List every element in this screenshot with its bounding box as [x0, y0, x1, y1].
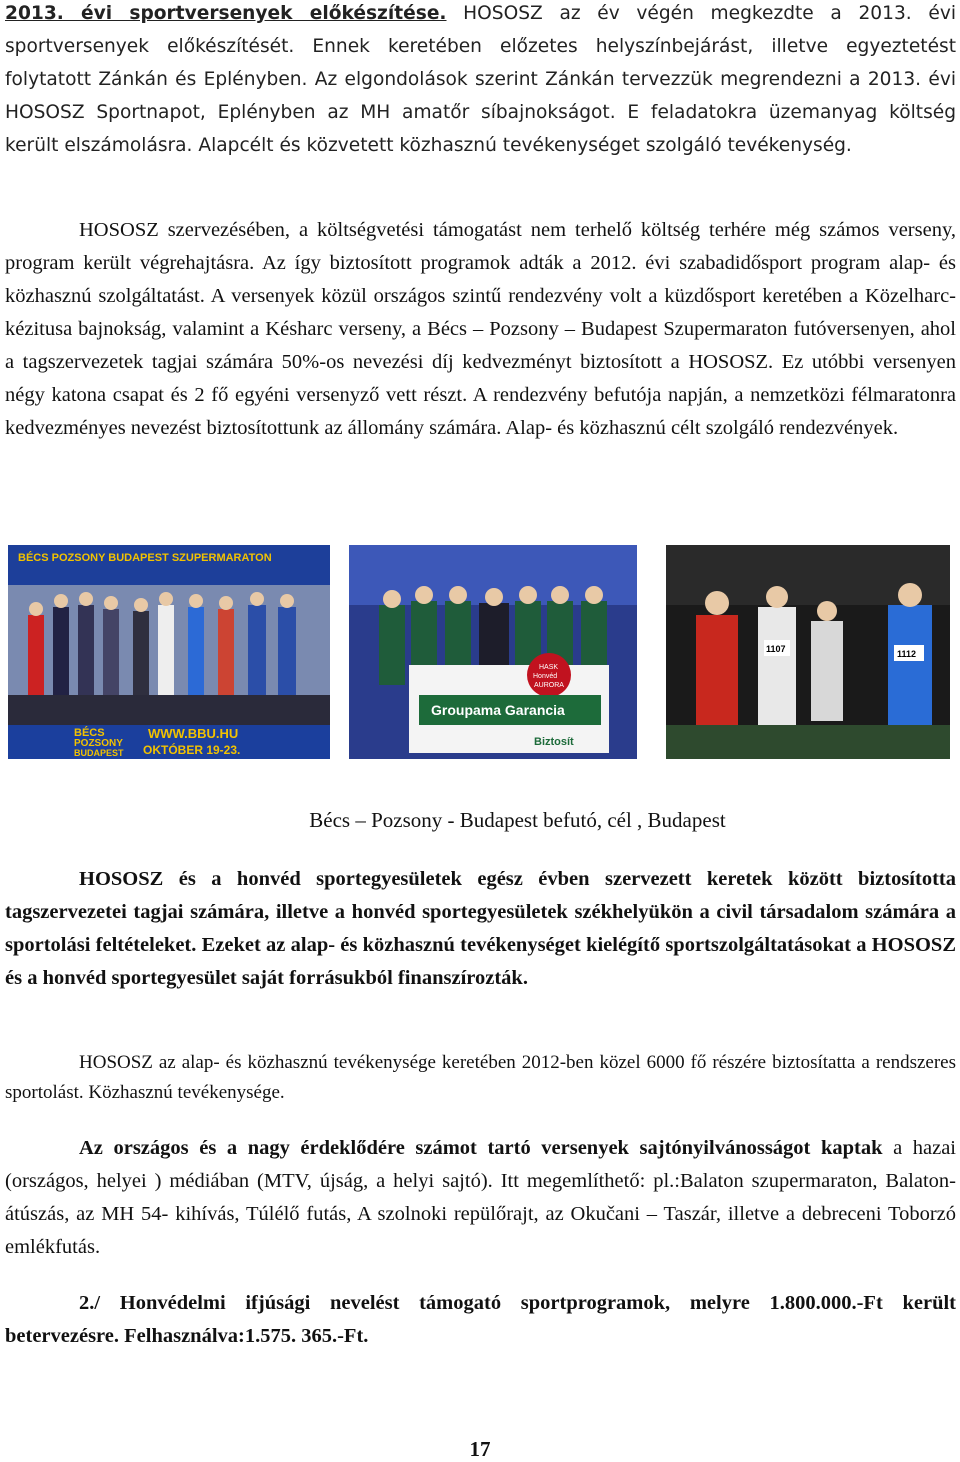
paragraph-competitions: HOSOSZ szervezésében, a költségvetési támogatást nem terhelő költség terhére még számos verseny, program került végrehajtásra. Az így biztosított programok adták a 2012. évi szabadidősport program alap- és közhasznú szolgáltatást. A versenyek közül országos szintű rendezvény volt a küzdősport keretében a Közelharc-kézitusa bajnokság, valamint a Késharc verseny, a Bécs – Pozsony – Budapest Szupermaraton futóversenyen, ahol a tagszervezetek tagjai számára 50%-os nevezési díj kedvezményt biztosított a HOSOSZ. Ez utóbbi versenyen négy katona csapat és 2 fő egyéni versenyző vett részt. A rendezvény befutója napján, a nemzetközi félmaratonra kedvezményes nevezést biztosítottunk az állomány számára. Alap- és közhasznú célt szolgáló rendezvények.: [5, 219, 956, 439]
banner-text: BÉCS POZSONY BUDAPEST SZUPERMARATON: [18, 552, 272, 564]
section-heading: 2013. évi sportversenyek előkészítése.: [5, 3, 447, 24]
photo-runners-medals: [666, 545, 950, 759]
banner-text: BUDAPEST: [74, 748, 124, 758]
paragraph-press: [5, 1132, 956, 1264]
paragraph-sport-preparation: [5, 0, 956, 162]
photo-caption: Bécs – Pozsony - Budapest befutó, cél , Budapest: [309, 808, 726, 832]
banner-text: Biztosít: [534, 736, 574, 748]
flag-text: HASK: [539, 664, 559, 671]
paragraph-sport-associations: HOSOSZ és a honvéd sportegyesületek egész évben szervezett keretek között biztosította tagszervezetei tagjai számára, illetve a honvéd sportegyesületek székhelyükön a civil társadalom számára a sportolási feltételeket. Ezeket az alap- és közhasznú tevékenységet kielégítő sportszolgáltatásokat a HOSOSZ és a honvéd sportegyesület saját forrásukból finanszírozták.: [5, 868, 956, 989]
paragraph-hososz-activity: HOSOSZ az alap- és közhasznú tevékenysége keretében 2012-ben közel 6000 fő részére biztosítatta a rendszeres sportolást. Közhasznú tevékenysége.: [5, 1052, 956, 1103]
bib-number: 1112: [897, 649, 917, 659]
banner-text: Groupama Garancia: [431, 702, 565, 718]
bib-number: 1107: [766, 644, 786, 654]
press-bold-text: Az országos és a nagy érdeklődére számot tartó versenyek sajtónyilvánosságot kaptak: [79, 1137, 883, 1159]
banner-text: OKTÓBER 19-23.: [143, 743, 241, 757]
paragraph-text: HOSOSZ az év végén megkezdte a 2013. évi sportversenyek előkészítését. Ennek keretében előzetes helyszínbejárást, illetve egyeztetést folytatott Zánkán és Eplényben. Az elgondolások szerint Zánkán tervezzük megrendezni a 2013. évi HOSOSZ Sportnapot, Eplényben az MH amatőr síbajnokságot. E feladatokra üzemanyag költség került elszámolásra. Alapcélt és közvetett közhasznú tevékenységet szolgáló tevékenység.: [5, 3, 956, 156]
press-text: a hazai (országos, helyei ) médiában (MTV, újság, a helyi sajtó). Itt megemlíthető: pl.:Balaton szupermaraton, Balaton-átúszás, az MH 54- kihívás, Túlélő futás, A szolnoki repülőrajt, az Okučani – Taszár, illetve a debreceni Toborzó emlékfutás.: [5, 1137, 956, 1258]
banner-text: BÉCS: [74, 727, 105, 739]
photo-team-banner: [349, 545, 637, 759]
page-number: 17: [469, 1437, 491, 1461]
flag-text: AURORA: [534, 682, 564, 689]
paragraph-youth-programs: 2./ Honvédelmi ifjúsági nevelést támogató sportprogramok, melyre 1.800.000.-Ft került betervezésre. Felhasználva:1.575. 365.-Ft.: [5, 1292, 956, 1347]
banner-text: WWW.BBU.HU: [148, 726, 239, 741]
flag-text: Honvéd: [533, 673, 558, 680]
photo-award-ceremony: [8, 545, 330, 759]
banner-text: POZSONY: [74, 738, 123, 749]
